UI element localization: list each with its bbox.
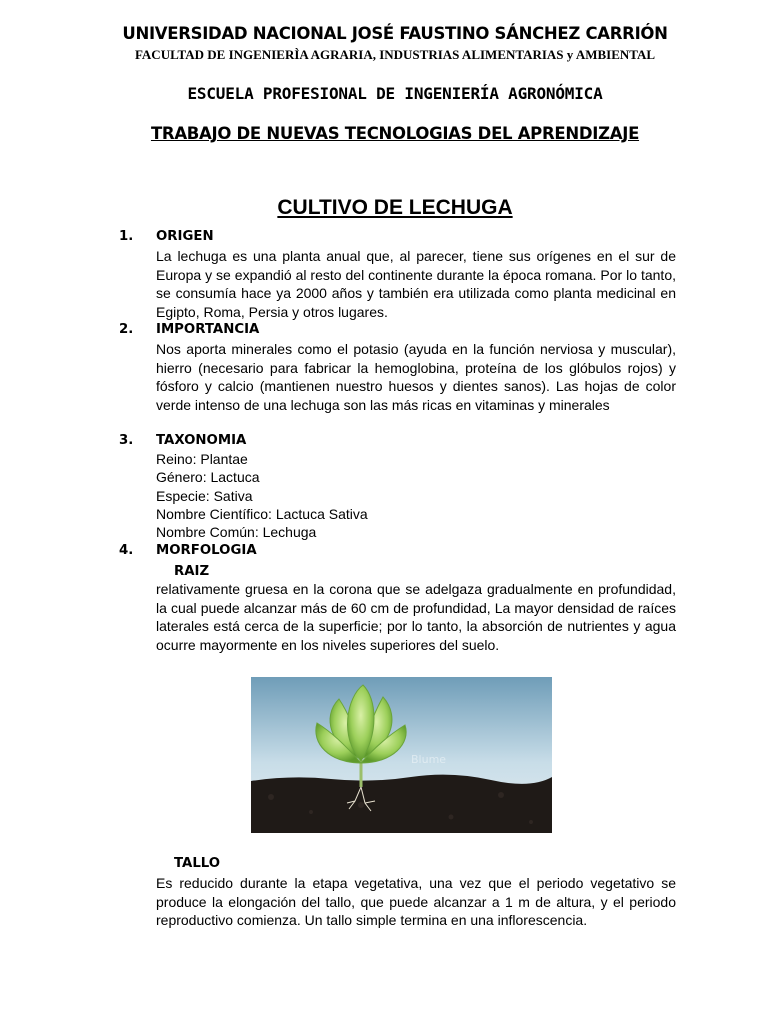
lettuce-illustration — [251, 677, 552, 833]
work-title: TRABAJO DE NUEVAS TECNOLOGIAS DEL APRENDIZAJE — [150, 124, 640, 143]
taxonomy-especie: Especie: Sativa — [156, 487, 253, 504]
taxonomy-genero: Género: Lactuca — [156, 469, 260, 486]
section-number: 2. — [119, 322, 134, 337]
faculty-name: FACULTAD DE INGENIERÌA AGRARIA, INDUSTRIAS ALIMENTARIAS y AMBIENTAL — [134, 47, 656, 62]
section-title: IMPORTANCIA — [156, 322, 260, 337]
university-name: UNIVERSIDAD NACIONAL JOSÉ FAUSTINO SÁNCHEZ CARRIÓN — [122, 24, 668, 43]
subsection-heading-raiz: RAIZ — [174, 564, 210, 579]
section-number: 4. — [119, 543, 134, 558]
taxonomy-list — [156, 450, 368, 541]
section-title: ORIGEN — [156, 229, 214, 244]
taxonomy-nombre-comun: Nombre Común: Lechuga — [156, 524, 317, 541]
subsection-heading-tallo: TALLO — [174, 856, 221, 871]
section-heading-taxonomia — [119, 433, 679, 448]
school-name: ESCUELA PROFESIONAL DE INGENIERÍA AGRONÓMICA — [187, 84, 603, 103]
subsection-text-raiz: relativamente gruesa en la corona que se adelgaza gradualmente en profundidad, la cual puede alcanzar más de 60 cm de profundidad, La mayor densidad de raíces laterales está cerca de la superficie; por lo tanto, la absorción de nutrientes y agua ocurre mayormente en los niveles superiores del suelo. — [156, 581, 676, 653]
section-text-importancia: Nos aporta minerales como el potasio (ayuda en la función nerviosa y muscular), hierro (necesario para fabricar la hemoglobina, proteína de los glóbulos rojos) y fósforo y calcio (mantienen nuestro huesos y dientes sanos). Las hojas de color verde intenso de una lechuga son las más ricas en vitaminas y minerales — [156, 341, 676, 413]
taxonomy-nombre-cientifico: Nombre Científico: Lactuca Sativa — [156, 505, 368, 522]
lettuce-plant-image — [251, 677, 552, 833]
section-number: 1. — [119, 229, 134, 244]
section-heading-morfologia — [119, 543, 679, 558]
taxonomy-reino: Reino: Plantae — [156, 451, 248, 467]
section-text-origen: La lechuga es una planta anual que, al parecer, tiene sus orígenes en el sur de Europa y se expandió al resto del continente durante la época romana. Por lo tanto, se consumía hace ya 2000 años y también era utilizada como planta medicinal en Egipto, Roma, Persia y otros lugares. — [156, 248, 676, 320]
section-number: 3. — [119, 433, 134, 448]
section-title: MORFOLOGIA — [156, 543, 257, 558]
subsection-text-tallo: Es reducido durante la etapa vegetativa, una vez que el periodo vegetativo se produce la elongación del tallo, que puede alcanzar a 1 m de altura, y el periodo reproductivo comienza. Un tallo simple termina en una inflorescencia. — [156, 875, 676, 928]
section-heading-importancia — [119, 322, 679, 337]
image-watermark: Blume — [411, 753, 447, 766]
document-title: CULTIVO DE LECHUGA — [277, 196, 513, 219]
section-title: TAXONOMIA — [156, 433, 247, 448]
section-heading-origen — [119, 229, 679, 244]
